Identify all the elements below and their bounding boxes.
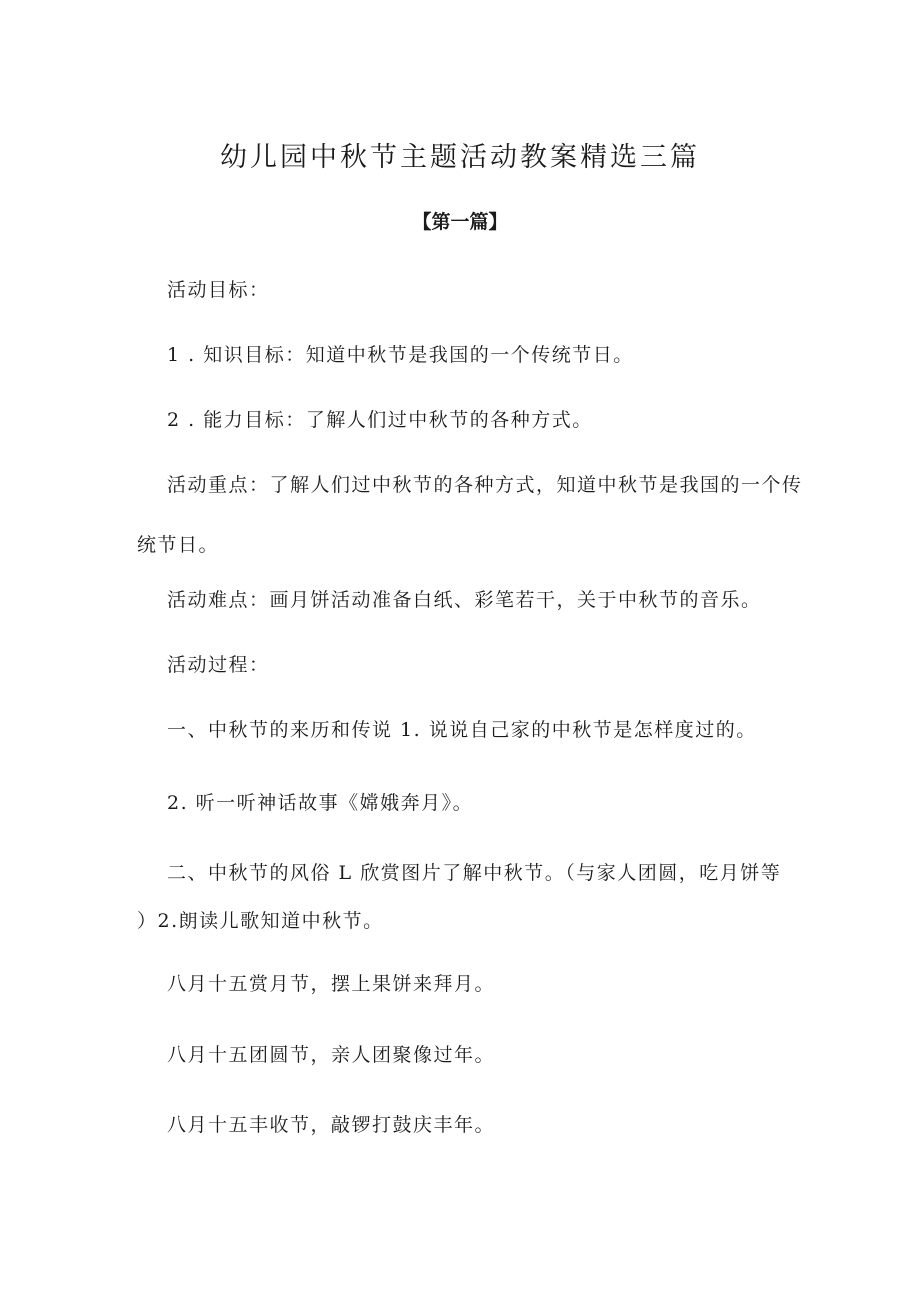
document-title: 幼儿园中秋节主题活动教案精选三篇 bbox=[220, 142, 700, 173]
process-heading: 活动过程： bbox=[167, 654, 270, 676]
goals-heading: 活动目标： bbox=[167, 279, 270, 301]
rhyme-line-2: 八月十五团圆节，亲人团聚像过年。 bbox=[167, 1044, 496, 1066]
goal-item-1: 1 . 知识目标：知道中秋节是我国的一个传统节日。 bbox=[167, 344, 634, 366]
rhyme-line-1: 八月十五赏月节，摆上果饼来拜月。 bbox=[167, 973, 496, 995]
key-point-line-2: 统节日。 bbox=[137, 534, 220, 556]
process-part-2-line-1: 二、中秋节的风俗 L 欣赏图片了解中秋节。（与家人团圆，吃月饼等 bbox=[167, 862, 782, 884]
rhyme-line-3: 八月十五丰收节，敲锣打鼓庆丰年。 bbox=[167, 1114, 496, 1136]
key-point-paragraph bbox=[137, 470, 803, 560]
process-part-1-story: 2. 听一听神话故事《嫦娥奔月》。 bbox=[167, 792, 474, 814]
difficulty-paragraph: 活动难点：画月饼活动准备白纸、彩笔若干，关于中秋节的音乐。 bbox=[167, 589, 762, 611]
process-part-2-line-2: ）2.朗读儿歌知道中秋节。 bbox=[137, 910, 384, 932]
process-part-1: 一、中秋节的来历和传说 1. 说说自己家的中秋节是怎样度过的。 bbox=[167, 719, 757, 741]
process-part-2-paragraph bbox=[137, 858, 797, 936]
section-heading: 【第一篇】 bbox=[412, 211, 508, 233]
key-point-line-1: 活动重点：了解人们过中秋节的各种方式，知道中秋节是我国的一个传 bbox=[167, 474, 803, 496]
goal-item-2: 2 . 能力目标：了解人们过中秋节的各种方式。 bbox=[167, 409, 593, 431]
